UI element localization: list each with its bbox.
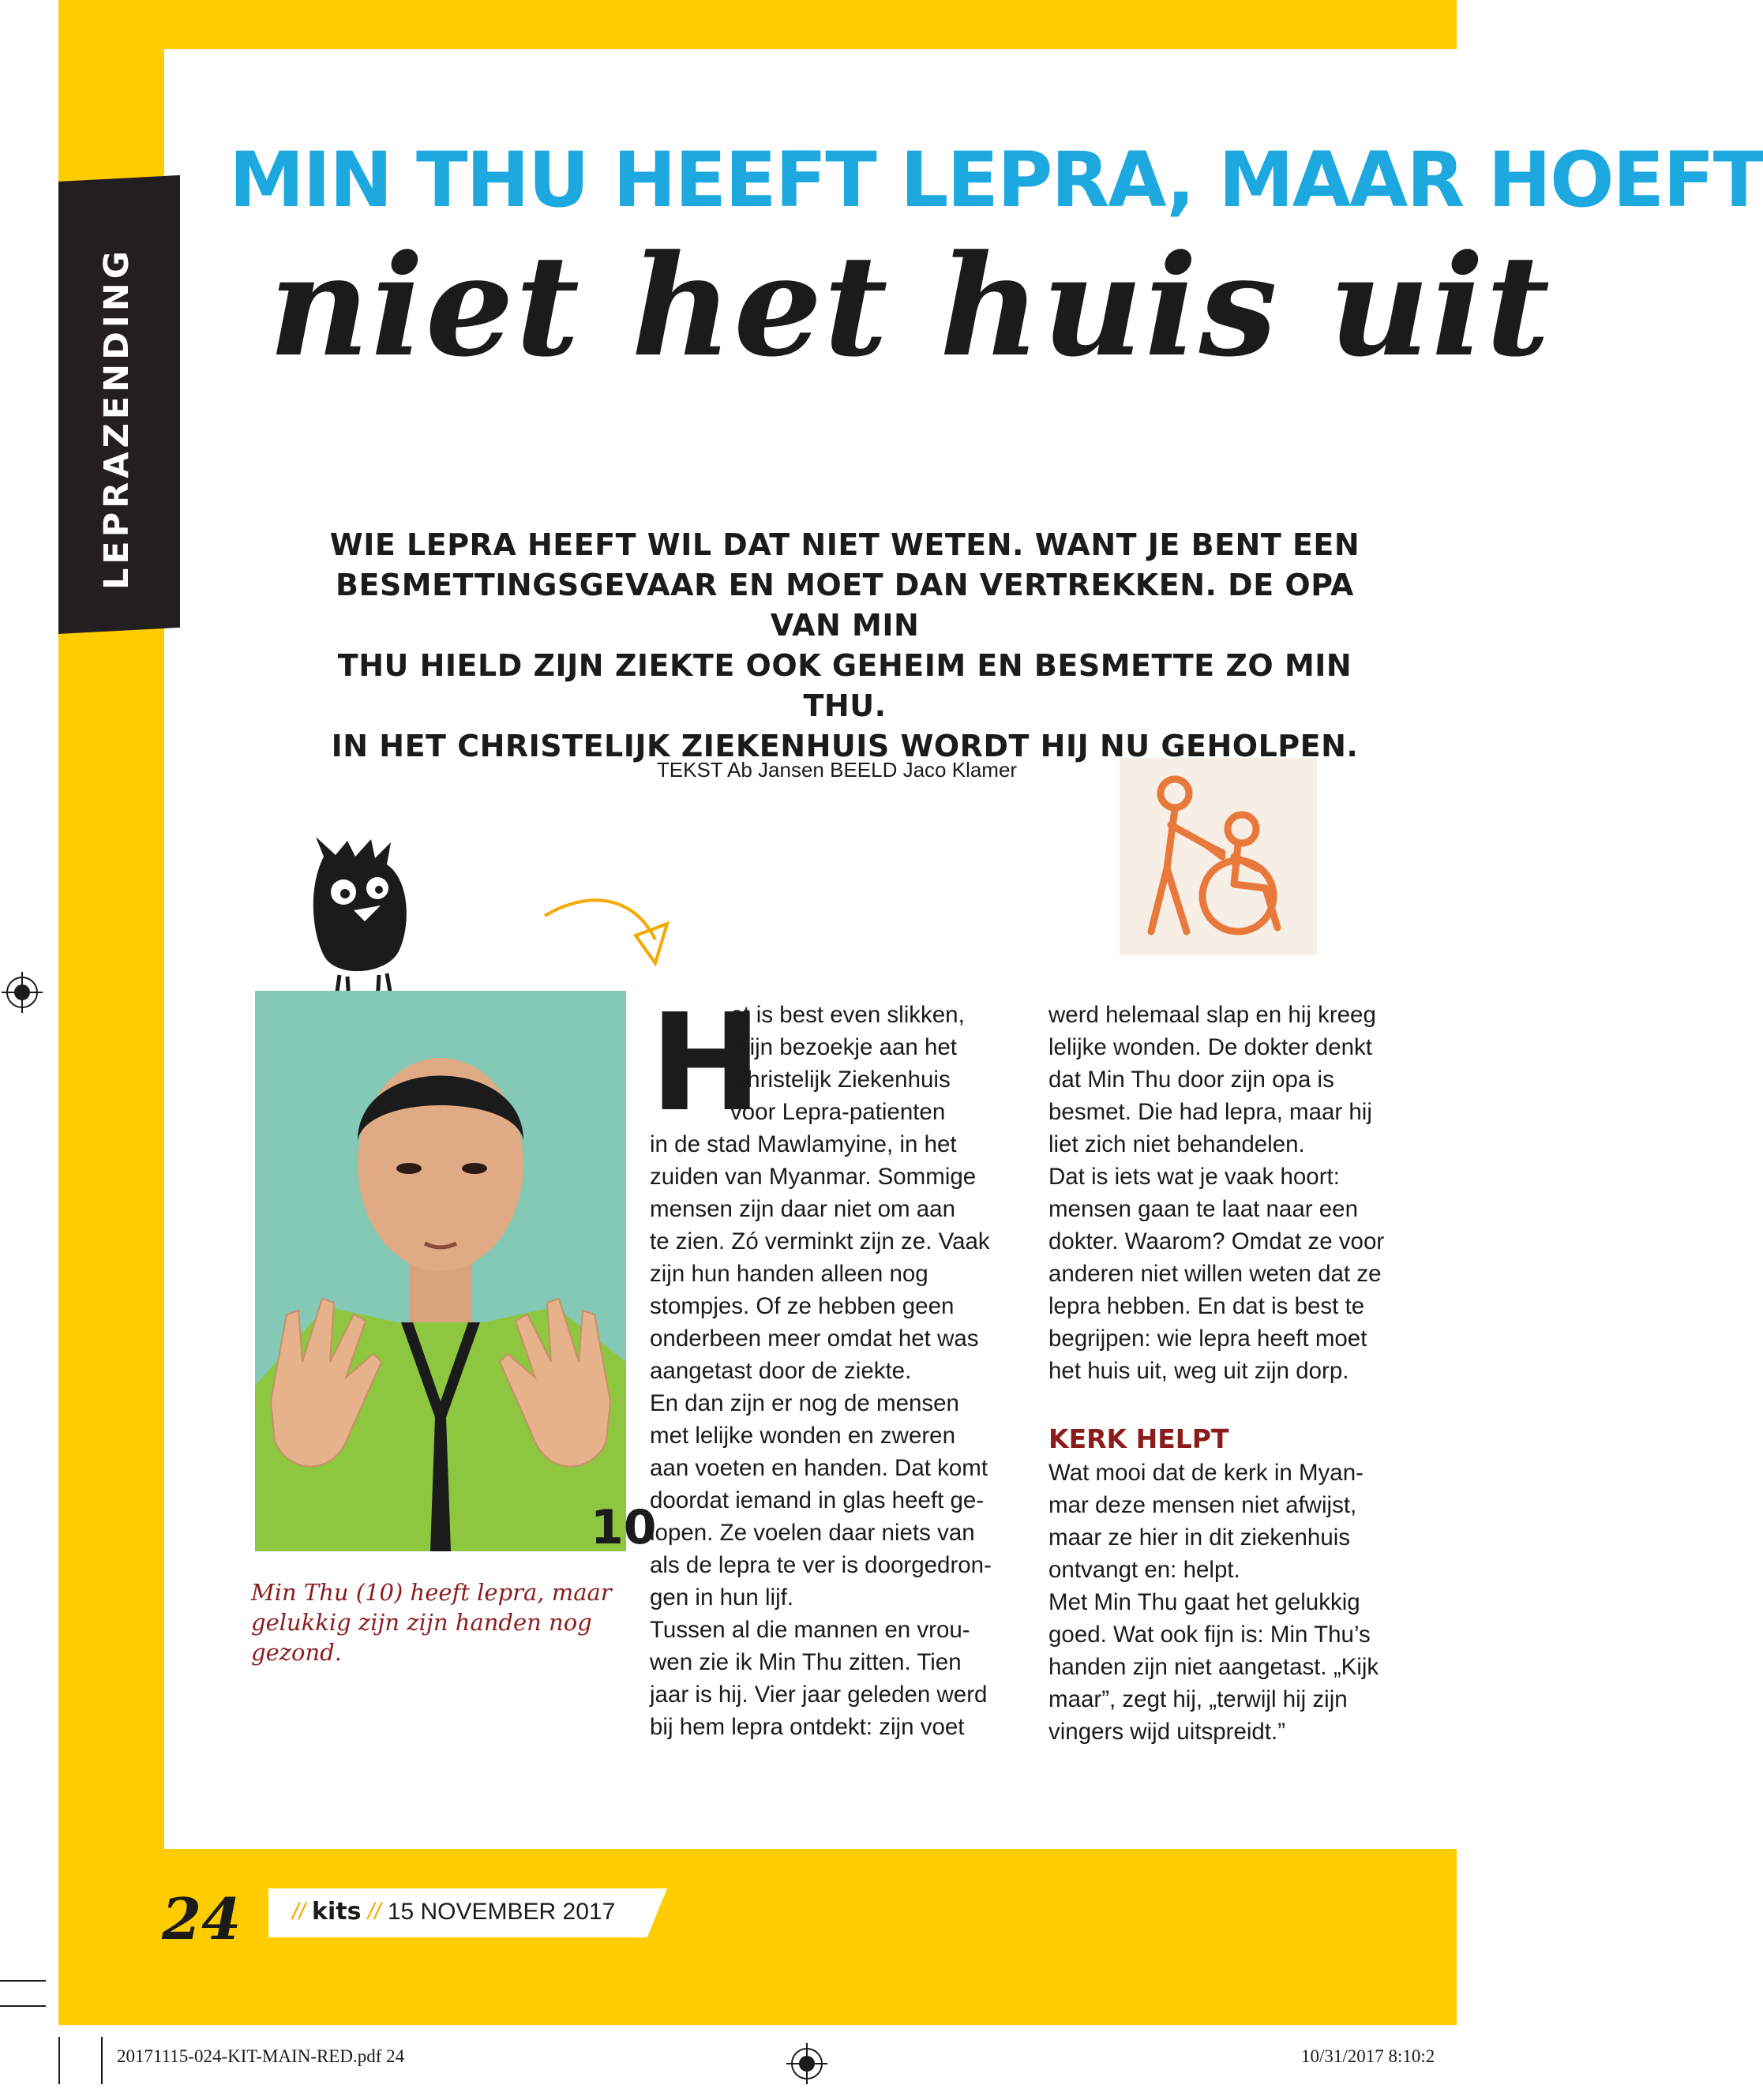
text-line: goed. Wat ook fijn is: Min Thu’s bbox=[1048, 1622, 1371, 1648]
text-line: Wat mooi dat de kerk in Myan- bbox=[1048, 1460, 1364, 1486]
text-line: vingers wijd uitspreidt.” bbox=[1048, 1719, 1286, 1745]
text-line: mar deze mensen niet afwijst, bbox=[1048, 1492, 1357, 1518]
article-col2 bbox=[1048, 999, 1443, 1387]
text-line: aan voeten en handen. Dat komt bbox=[650, 1455, 988, 1481]
intro-line: BESMETTINGSGEVAAR EN MOET DAN VERTREKKEN. DE OPA VAN MIN bbox=[336, 568, 1354, 643]
text-line: anderen niet willen weten dat ze bbox=[1048, 1261, 1382, 1287]
text-line: gen in hun lijf. bbox=[650, 1584, 794, 1611]
wheelchair-assistance-icon bbox=[1120, 758, 1317, 955]
headline-top: MIN THU HEEFT LEPRA, MAAR HOEFT bbox=[229, 136, 1763, 224]
text-line: Christelijk Ziekenhuis bbox=[730, 1067, 951, 1093]
text-line: begrijpen: wie lepra heeft moet bbox=[1048, 1326, 1367, 1352]
text-line: dat Min Thu door zijn opa is bbox=[1048, 1067, 1334, 1093]
text-line: maar”, zegt hij, „terwijl hij zijn bbox=[1048, 1686, 1348, 1712]
subheading: KERK HELPT bbox=[1048, 1423, 1229, 1454]
text-line: Met Min Thu gaat het gelukkig bbox=[1048, 1589, 1360, 1615]
text-line: ontvangt en: helpt. bbox=[1048, 1557, 1240, 1583]
photo-caption bbox=[251, 1577, 622, 1667]
text-line: besmet. Die had lepra, maar hij bbox=[1048, 1099, 1372, 1125]
text-line: En dan zijn er nog de mensen bbox=[650, 1390, 959, 1416]
text-line: mensen gaan te laat naar een bbox=[1048, 1196, 1358, 1222]
text-line: voor Lepra-patienten bbox=[730, 1099, 946, 1125]
section-label-text: LEPRAZENDING bbox=[97, 246, 137, 591]
intro-line: THU HIELD ZIJN ZIEKTE OOK GEHEIM EN BESMETTE ZO MIN THU. bbox=[337, 648, 1352, 723]
intro-paragraph bbox=[316, 525, 1374, 767]
text-line: bij hem lepra ontdekt: zijn voet bbox=[650, 1714, 965, 1740]
intro-line: WIE LEPRA HEEFT WIL DAT NIET WETEN. WANT JE BENT EEN bbox=[329, 527, 1360, 562]
print-slug-timestamp: 10/31/2017 8:10:2 bbox=[1301, 2046, 1435, 2066]
crop-mark bbox=[0, 1980, 46, 1982]
print-slug-file: 20171115-024-KIT-MAIN-RED.pdf 24 bbox=[117, 2046, 405, 2066]
article-col1-intro bbox=[730, 999, 1046, 1128]
text-line: zuiden van Myanmar. Sommige bbox=[650, 1164, 977, 1190]
text-line: jaar is hij. Vier jaar geleden werd bbox=[650, 1682, 988, 1708]
footer-slashes: // bbox=[292, 1899, 306, 1925]
text-line: Tussen al die mannen en vrou- bbox=[650, 1617, 970, 1643]
crop-mark bbox=[101, 2037, 103, 2084]
registration-mark-icon bbox=[791, 2048, 823, 2079]
text-line: handen zijn niet aangetast. „Kijk bbox=[1048, 1654, 1379, 1680]
text-line: werd helemaal slap en hij kreeg bbox=[1048, 1002, 1376, 1028]
text-line: lepra hebben. En dat is best te bbox=[1048, 1293, 1365, 1319]
text-line: lelijke wonden. De dokter denkt bbox=[1048, 1034, 1372, 1060]
drop-cap: H bbox=[650, 985, 763, 1142]
text-line: in de stad Mawlamyine, in het bbox=[650, 1131, 957, 1157]
caption-line: Min Thu (10) heeft lepra, maar bbox=[251, 1579, 612, 1606]
text-line: maar ze hier in dit ziekenhuis bbox=[1048, 1524, 1351, 1551]
intro-line: IN HET CHRISTELIJK ZIEKENHUIS WORDT HIJ NU GEHOLPEN. bbox=[331, 729, 1359, 763]
footer-date: 15 NOVEMBER 2017 bbox=[387, 1899, 616, 1925]
footer-brand: kits bbox=[312, 1898, 362, 1926]
text-line: wen zie ik Min Thu zitten. Tien bbox=[650, 1649, 962, 1675]
text-line: Dat is iets wat je vaak hoort: bbox=[1048, 1164, 1340, 1190]
text-line: te zien. Zó verminkt zijn ze. Vaak bbox=[650, 1228, 990, 1254]
registration-mark-icon bbox=[6, 977, 38, 1008]
text-line: dokter. Waarom? Omdat ze voor bbox=[1048, 1228, 1385, 1254]
photo-min-thu bbox=[255, 991, 657, 1555]
footer-slashes: // bbox=[367, 1899, 381, 1925]
text-line: als de lepra te ver is doorgedron- bbox=[650, 1552, 992, 1578]
curved-arrow-icon bbox=[537, 892, 679, 971]
section-label bbox=[69, 246, 164, 591]
credits: TEKST Ab Jansen BEELD Jaco Klamer bbox=[656, 758, 1018, 782]
article-col1 bbox=[650, 1128, 1045, 1743]
text-line: lopen. Ze voelen daar niets van bbox=[650, 1520, 975, 1546]
text-line: doordat iemand in glas heeft ge- bbox=[650, 1487, 985, 1513]
text-line: aangetast door de ziekte. bbox=[650, 1358, 912, 1384]
footer-issue bbox=[292, 1896, 663, 1928]
text-line: mensen zijn daar niet om aan bbox=[650, 1196, 956, 1222]
text-line: stompjes. Of ze hebben geen bbox=[650, 1293, 955, 1319]
text-line: onderbeen meer omdat het was bbox=[650, 1326, 979, 1352]
text-line: et is best even slikken, bbox=[730, 1002, 965, 1028]
text-line: liet zich niet behandelen. bbox=[1048, 1131, 1305, 1157]
text-line: mijn bezoekje aan het bbox=[730, 1034, 957, 1060]
article-col2-rest bbox=[1048, 1457, 1443, 1748]
text-line: het huis uit, weg uit zijn dorp. bbox=[1048, 1358, 1349, 1384]
headline-script: niet het huis uit bbox=[268, 224, 1552, 388]
owl-doodle-icon bbox=[292, 833, 426, 1007]
text-line: zijn hun handen alleen nog bbox=[650, 1261, 928, 1287]
caption-line: gelukkig zijn zijn handen nog bbox=[251, 1609, 592, 1636]
photo-shirt-number: 10 bbox=[591, 1500, 657, 1555]
caption-line: gezond. bbox=[251, 1639, 342, 1666]
text-line: met lelijke wonden en zweren bbox=[650, 1423, 955, 1449]
crop-mark bbox=[0, 2005, 46, 2007]
crop-mark bbox=[58, 2037, 60, 2084]
page-number: 24 bbox=[162, 1885, 242, 1952]
